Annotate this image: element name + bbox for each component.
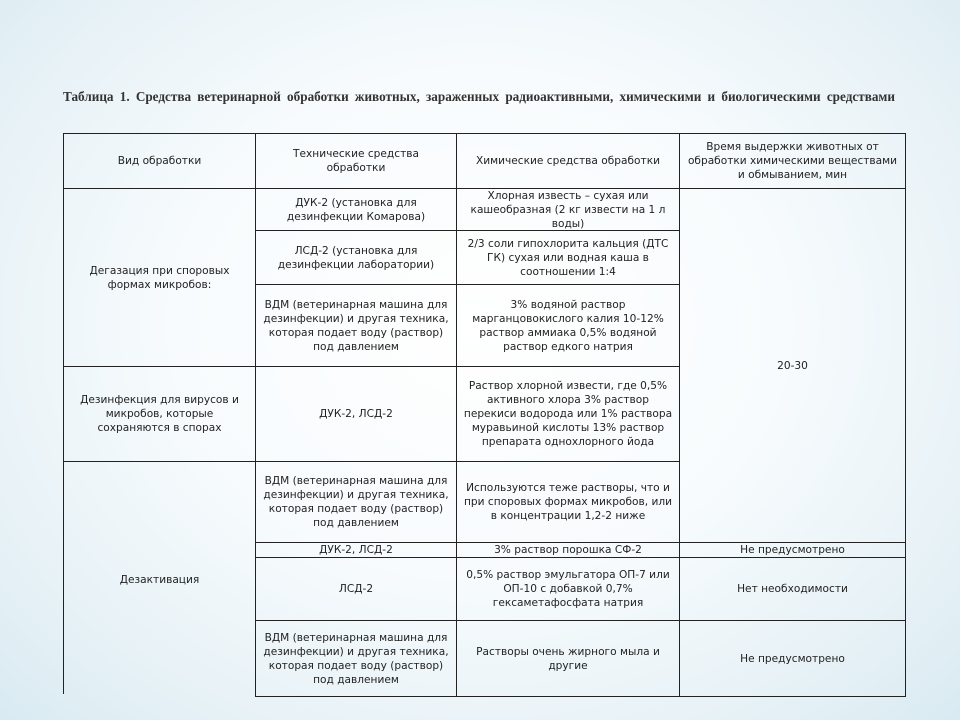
- technical-cell: ВДМ (ветеринарная машина для дезинфекции) и другая техника, которая подает воду (раствор) под давлением: [256, 285, 457, 367]
- technical-cell: ЛСД-2 (установка для дезинфекции лаборатории): [256, 231, 457, 285]
- technical-cell: ЛСД-2: [256, 558, 457, 621]
- time-cell: Нет необходимости: [680, 558, 906, 621]
- chemical-cell: 3% водяной раствор марганцовокислого калия 10-12% раствор аммиака 0,5% водяной раствор едкого натрия: [457, 285, 680, 367]
- type-cell-degassing: Дегазация при споровых формах микробов:: [64, 189, 256, 367]
- header-cell-chemical: Химические средства обработки: [457, 134, 680, 189]
- technical-cell: ДУК-2, ЛСД-2: [256, 367, 457, 462]
- time-cell: Не предусмотрено: [680, 621, 906, 697]
- technical-cell: ВДМ (ветеринарная машина для дезинфекции) и другая техника, которая подает воду (раствор) под давлением: [256, 621, 457, 697]
- chemical-cell: Хлорная известь – сухая или кашеобразная (2 кг извести на 1 л воды): [457, 189, 680, 231]
- chemical-cell: Растворы очень жирного мыла и другие: [457, 621, 680, 697]
- table-caption: Таблица 1. Средства ветеринарной обработки животных, зараженных радиоактивными, химическими и биологическими средствами: [63, 89, 895, 104]
- technical-cell: ВДМ (ветеринарная машина для дезинфекции) и другая техника, которая подает воду (раствор) под давлением: [256, 462, 457, 543]
- chemical-cell: 0,5% раствор эмульгатора ОП-7 или ОП-10 с добавкой 0,7% гексаметафосфата натрия: [457, 558, 680, 621]
- type-cell-disinfection: Дезинфекция для вирусов и микробов, которые сохраняются в спорах: [64, 367, 256, 462]
- chemical-cell: 2/3 соли гипохлорита кальция (ДТС ГК) сухая или водная каша в соотношении 1:4: [457, 231, 680, 285]
- chemical-cell: Раствор хлорной извести, где 0,5% активного хлора 3% раствор перекиси водорода или 1% раствора муравьиной кислоты 13% раствор препарата однохлорного йода: [457, 367, 680, 462]
- treatment-table: [63, 133, 906, 694]
- header-cell-time: Время выдержки животных от обработки химическими веществами и обмыванием, мин: [680, 134, 906, 189]
- type-cell-deactivation: Дезактивация: [64, 462, 256, 697]
- time-cell: Не предусмотрено: [680, 543, 906, 558]
- header-cell-type: Вид обработки: [64, 134, 256, 189]
- chemical-cell: 3% раствор порошка СФ-2: [457, 543, 680, 558]
- technical-cell: ДУК-2 (установка для дезинфекции Комарова): [256, 189, 457, 231]
- header-cell-technical: Технические средства обработки: [256, 134, 457, 189]
- technical-cell: ДУК-2, ЛСД-2: [256, 543, 457, 558]
- chemical-cell: Используются теже растворы, что и при споровых формах микробов, или в концентрации 1,2-2 ниже: [457, 462, 680, 543]
- time-cell-shared: 20-30: [680, 189, 906, 543]
